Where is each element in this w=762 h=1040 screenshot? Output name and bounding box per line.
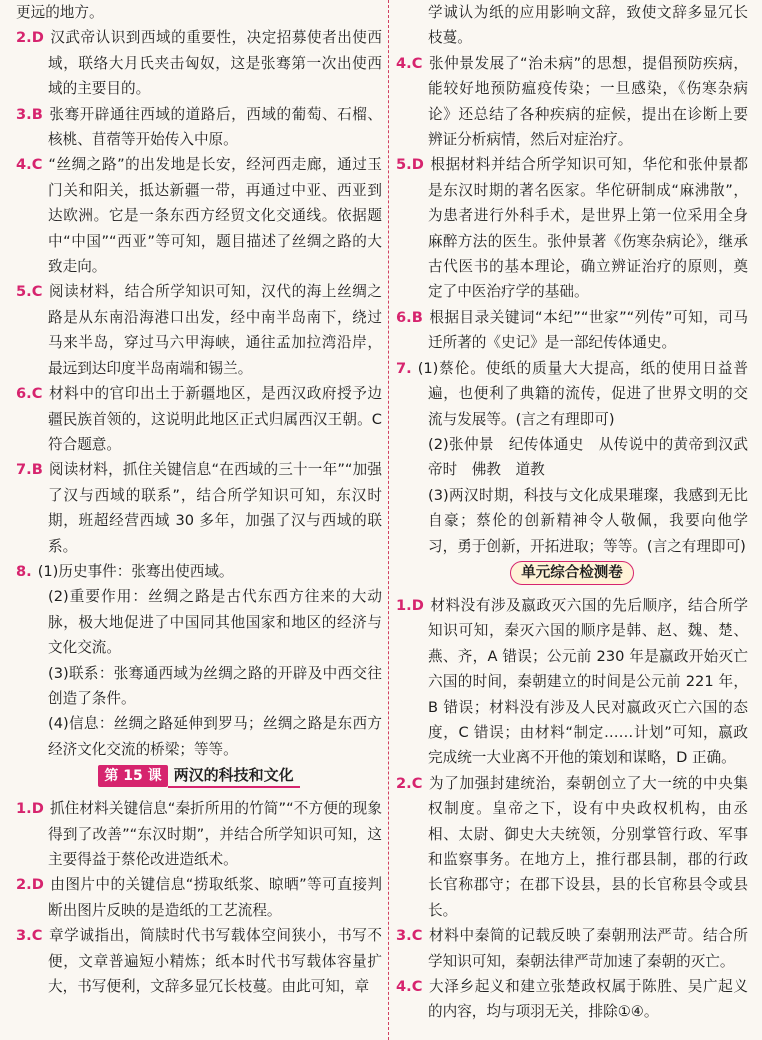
answer-text: 张骞开辟通往西域的道路后，西域的葡萄、石榴、核桃、苜蓿等开始传入中原。 [48, 105, 382, 149]
answer-text: 汉武帝认识到西域的重要性，决定招募使者出使西域，联络大月氏夹击匈奴，这是张骞第一次出使西域的主要目的。 [48, 29, 382, 98]
answer-number: 5.C [16, 283, 43, 301]
answer-number: 2.D [16, 876, 44, 894]
answer-text: 更远的地方。 [16, 4, 104, 21]
unit-answer-3 [396, 923, 748, 974]
lesson-heading [16, 764, 382, 792]
answer-8-part-2: (2)重要作用：丝绸之路是古代东西方往来的大动脉，极大地促进了中国同其他国家和地区的经济与文化交流。 [48, 588, 382, 657]
answer-text: 大泽乡起义和建立张楚政权属于陈胜、吴广起义的内容，均与项羽无关，排除①④。 [428, 978, 748, 1021]
answer-8-part-3: (3)联系：张骞通西域为丝绸之路的开辟及中西交往创造了条件。 [48, 664, 382, 707]
right-column [396, 0, 748, 1040]
answer-text: 为了加强封建统治，秦朝创立了大一统的中央集权制度。皇帝之下，设有中央政权机构，由丞相、太尉、御史大夫统领，分别掌管行政、军事和监察事务。在地方上，推行郡县制，郡的行政长官称郡守；在郡下设县，县的长官称县令或县长。 [428, 774, 748, 919]
answer-text: 阅读材料，结合所学知识可知，汉代的海上丝绸之路是从东南沿海港口出发，经中南半岛南下，绕过马来半岛，穿过马六甲海峡，通往孟加拉湾沿岸，最远到达印度半岛南端和锡兰。 [48, 283, 382, 377]
answer-text: 材料中秦简的记载反映了秦朝刑法严苛。结合所学知识可知，秦朝法律严苛加速了秦朝的灭亡。 [428, 927, 748, 970]
unit-test-heading [396, 561, 748, 591]
answer-text: (1)蔡伦。使纸的质量大大提高，纸的使用日益普遍，也便利了典籍的流传，促进了世界文明的交流与发展等。(言之有理即可) [417, 359, 748, 428]
lesson-answer-7-part-2: (2)张仲景 纪传体通史 从传说中的黄帝到汉武帝时 佛教 道教 [428, 435, 748, 479]
answer-number: 5.D [396, 156, 424, 174]
answer-number: 4.C [396, 54, 423, 72]
answer-3 [16, 102, 382, 153]
answer-number: 7. [396, 359, 412, 377]
answer-number: 8. [16, 562, 32, 580]
answer-number: 6.B [396, 308, 423, 326]
unit-answer-4 [396, 974, 748, 1025]
answer-text: (1)历史事件：张骞出使西域。 [37, 562, 234, 580]
answer-number: 3.C [396, 927, 423, 945]
answer-number: 4.C [396, 978, 423, 996]
answer-4 [16, 152, 382, 279]
lesson-badge: 第 15 课 [98, 765, 167, 787]
lesson-answer-1 [16, 796, 382, 872]
column-divider [388, 0, 389, 1040]
lesson-answer-6 [396, 305, 748, 356]
answer-number: 2.D [16, 29, 44, 47]
answer-2 [16, 25, 382, 101]
answer-number: 6.C [16, 385, 43, 403]
answer-text: “丝绸之路”的出发地是长安，经河西走廊，通过玉门关和阳关，抵达新疆一带，再通过中亚、西亚到达欧洲。它是一条东西方经贸文化交通线。依据题中“中国”“西亚”等可知，题目描述了丝绸之路的大致走向。 [48, 156, 382, 276]
lesson-answer-5 [396, 152, 748, 304]
answer-number: 1.D [16, 800, 44, 818]
answer-number: 4.C [16, 156, 43, 174]
lesson-answer-3 [16, 923, 382, 999]
answer-text: 由图片中的关键信息“捞取纸浆、晾晒”等可直接判断出图片反映的是造纸的工艺流程。 [48, 876, 382, 919]
lesson-title: 两汉的科技和文化 [168, 764, 300, 788]
answer-number: 2.C [396, 774, 423, 792]
answer-text: 章学诚指出，简牍时代书写载体空间狭小，书写不便，文章普遍短小精炼；纸本时代书写载体容量扩大，书写便利，文辞多显冗长枝蔓。由此可知，章 [48, 927, 382, 996]
unit-answer-1 [396, 593, 748, 771]
answer-text: 张仲景发展了“治未病”的思想，提倡预防疾病，能较好地预防瘟疫传染；一旦感染，《伤寒杂病论》还总结了各种疾病的症候，提出在诊断上要辨证分析病情，然后对症治疗。 [428, 54, 748, 149]
answer-text: 阅读材料，抓住关键信息“在西域的三十一年”“加强了汉与西域的联系”，结合所学知识可知，东汉时期，班超经营西域 30 多年，加强了汉与西域的联系。 [48, 461, 382, 555]
lesson-answer-2 [16, 872, 382, 923]
answer-text: 材料没有涉及嬴政灭六国的先后顺序，结合所学知识可知，秦灭六国的顺序是韩、赵、魏、楚、燕、齐，A 错误；公元前 230 年是嬴政开始灭亡六国的时间，秦朝建立的时间是公元前 221 年，B 错误；材料没有涉及人民对嬴政灭亡六国的态度，C 错误；由材料“制定……计划”可知，嬴政完成统一大业离不开他的策划和谋略，D 正确。 [428, 596, 748, 767]
answer-text: 抓住材料关键信息“秦折所用的竹简”“不方便的现象得到了改善”“东汉时期”，并结合所学知识可知，这主要得益于蔡伦改进造纸术。 [48, 800, 382, 868]
lesson-answer-4 [396, 51, 748, 153]
left-column [16, 0, 382, 1040]
answer-8 [16, 559, 382, 584]
answer-text: 学诚认为纸的应用影响文辞，致使文辞多显冗长枝蔓。 [428, 4, 748, 47]
answer-7 [16, 457, 382, 559]
unit-answer-2 [396, 771, 748, 923]
lesson-answer-7 [396, 356, 748, 432]
answer-text: 材料中的官印出土于新疆地区，是西汉政府授予边疆民族首领的，这说明此地区正式归属西汉王朝。C 符合题意。 [48, 385, 382, 453]
unit-test-title: 单元综合检测卷 [510, 561, 634, 585]
answer-number: 3.C [16, 927, 43, 945]
answer-number: 7.B [16, 461, 43, 479]
answer-number: 1.D [396, 596, 424, 614]
answer-text: 根据材料并结合所学知识可知，华佗和张仲景都是东汉时期的著名医家。华佗研制成“麻沸散”，为患者进行外科手术，是世界上第一位采用全身麻醉方法的医生。张仲景著《伤寒杂病论》，继承古代医书的基本理论，确立辨证治疗的原则，奠定了中医治疗学的基础。 [428, 156, 748, 301]
answer-text: 根据目录关键词“本纪”“世家”“列传”可知，司马迁所著的《史记》是一部纪传体通史。 [428, 308, 748, 352]
answer-number: 3.B [16, 105, 43, 123]
lesson-answer-7-part-3: (3)两汉时期，科技与文化成果璀璨，我感到无比自豪；蔡伦的创新精神令人敬佩，我要向他学习，勇于创新，开拓进取；等等。(言之有理即可) [428, 486, 748, 555]
answer-8-part-4: (4)信息：丝绸之路延伸到罗马；丝绸之路是东西方经济文化交流的桥梁；等等。 [48, 715, 382, 758]
answer-5 [16, 279, 382, 381]
answer-6 [16, 381, 382, 457]
